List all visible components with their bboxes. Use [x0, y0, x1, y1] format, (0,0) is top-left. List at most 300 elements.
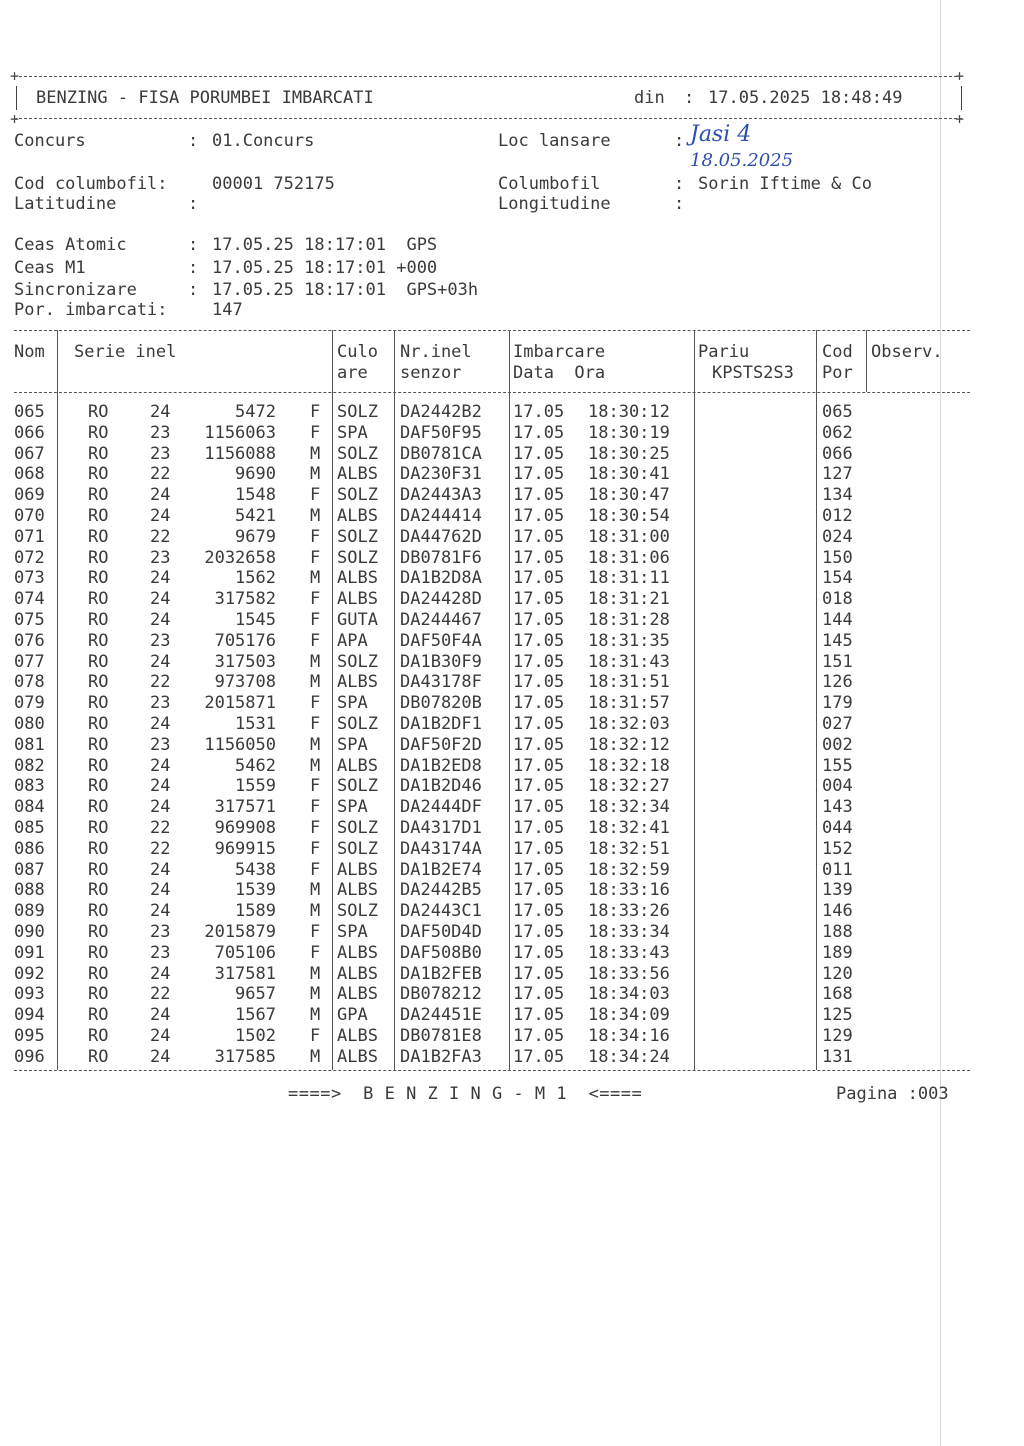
cell-nr-inel: 5438: [235, 859, 276, 880]
cell-cod-por: 066: [822, 443, 853, 464]
cell-nom: 078: [14, 672, 45, 693]
cell-data: 17.05: [513, 402, 565, 422]
cell-an: 22: [150, 464, 171, 485]
cell-tara: RO: [88, 859, 109, 880]
colon: :: [188, 194, 199, 214]
cell-tara: RO: [88, 755, 109, 776]
concurs-label: Concurs: [14, 131, 86, 151]
cell-tara: RO: [88, 880, 109, 901]
table-row: [14, 880, 970, 901]
cell-sex: F: [310, 526, 321, 547]
table-row: [14, 672, 970, 693]
cell-culoare: ALBS: [337, 984, 378, 1005]
cell-culoare: SOLZ: [337, 714, 378, 734]
cell-nom: 070: [14, 506, 45, 526]
col-header-nr-inel: Nr.inel: [400, 342, 472, 362]
cell-nom: 094: [14, 1005, 45, 1026]
col-header-por: Por: [822, 363, 853, 383]
loc-lansare-handwritten: Jasi 4: [690, 122, 752, 147]
cell-tara: RO: [88, 630, 109, 651]
cell-culoare: SOLZ: [337, 818, 378, 838]
cell-data: 17.05: [513, 1005, 565, 1026]
cell-culoare: ALBS: [337, 464, 378, 485]
cell-tara: RO: [88, 672, 109, 693]
cell-an: 24: [150, 755, 171, 776]
footer-brand: ====> B E N Z I N G - M 1 <====: [288, 1084, 643, 1104]
cell-nr-inel: 1562: [235, 568, 276, 589]
col-header-serie-inel: Serie inel: [74, 342, 177, 362]
cell-data: 17.05: [513, 714, 565, 734]
cell-nr-inel: 5462: [235, 755, 276, 776]
cell-an: 24: [150, 402, 171, 422]
cell-senzor: DB0781F6: [400, 547, 482, 568]
cell-culoare: ALBS: [337, 942, 378, 963]
table-row: [14, 943, 970, 964]
cell-tara: RO: [88, 443, 109, 464]
cell-nom: 087: [14, 859, 45, 880]
cell-tara: RO: [88, 838, 109, 859]
cell-sex: F: [310, 589, 321, 610]
cell-an: 24: [150, 901, 171, 922]
cell-ora: 18:34:16: [588, 1026, 670, 1046]
table-row: [14, 610, 970, 631]
cell-senzor: DB0781E8: [400, 1026, 482, 1046]
cell-tara: RO: [88, 1005, 109, 1026]
col-header-pariu-codes: KPSTS2S3: [712, 363, 794, 383]
cell-ora: 18:32:18: [588, 755, 670, 776]
table-row: [14, 1047, 970, 1068]
cell-data: 17.05: [513, 485, 565, 506]
sincronizare-label: Sincronizare: [14, 280, 137, 300]
cell-nom: 066: [14, 422, 45, 443]
cell-cod-por: 125: [822, 1005, 853, 1026]
table-row: [14, 693, 970, 714]
cell-nom: 088: [14, 880, 45, 901]
cell-an: 23: [150, 922, 171, 942]
cell-cod-por: 155: [822, 755, 853, 776]
cell-an: 24: [150, 1046, 171, 1067]
cell-an: 24: [150, 776, 171, 797]
cell-cod-por: 002: [822, 734, 853, 755]
cell-sex: M: [310, 1046, 321, 1067]
cell-sex: F: [310, 838, 321, 859]
cell-ora: 18:34:03: [588, 984, 670, 1005]
cell-an: 24: [150, 859, 171, 880]
cell-nom: 096: [14, 1046, 45, 1067]
cell-nr-inel: 2032658: [204, 547, 276, 568]
cell-nr-inel: 1156063: [204, 422, 276, 443]
cell-nom: 072: [14, 547, 45, 568]
cell-senzor: DA2443C1: [400, 901, 482, 922]
cell-nr-inel: 5472: [235, 402, 276, 422]
cell-culoare: ALBS: [337, 568, 378, 589]
cell-cod-por: 024: [822, 526, 853, 547]
col-header-culoare-2: are: [337, 363, 368, 383]
cell-sex: F: [310, 1026, 321, 1046]
cell-sex: F: [310, 422, 321, 443]
colon: :: [188, 235, 199, 255]
cell-data: 17.05: [513, 672, 565, 693]
cell-cod-por: 151: [822, 651, 853, 672]
cell-culoare: SPA: [337, 693, 368, 714]
cell-data: 17.05: [513, 838, 565, 859]
cell-nom: 085: [14, 818, 45, 838]
cell-culoare: ALBS: [337, 880, 378, 901]
report-datetime: 17.05.2025 18:48:49: [708, 88, 903, 108]
table-row: [14, 818, 970, 839]
table-row: [14, 735, 970, 756]
date-label: din: [634, 88, 665, 108]
cell-sex: F: [310, 797, 321, 818]
cell-ora: 18:31:35: [588, 630, 670, 651]
cell-nr-inel: 1567: [235, 1005, 276, 1026]
cell-ora: 18:31:06: [588, 547, 670, 568]
cell-nom: 093: [14, 984, 45, 1005]
table-row: [14, 464, 970, 485]
cell-cod-por: 004: [822, 776, 853, 797]
cell-nom: 073: [14, 568, 45, 589]
cell-sex: F: [310, 402, 321, 422]
table-row: [14, 964, 970, 985]
cell-cod-por: 179: [822, 693, 853, 714]
cell-sex: M: [310, 901, 321, 922]
cell-senzor: DAF50F95: [400, 422, 482, 443]
table-top-rule: [14, 330, 970, 331]
cell-data: 17.05: [513, 776, 565, 797]
cell-an: 22: [150, 984, 171, 1005]
table-header-rule: [14, 392, 970, 393]
cell-cod-por: 139: [822, 880, 853, 901]
cell-tara: RO: [88, 963, 109, 984]
cell-senzor: DA230F31: [400, 464, 482, 485]
cell-tara: RO: [88, 610, 109, 630]
cell-ora: 18:33:43: [588, 942, 670, 963]
cell-sex: M: [310, 506, 321, 526]
cell-nom: 076: [14, 630, 45, 651]
cell-data: 17.05: [513, 547, 565, 568]
cell-cod-por: 146: [822, 901, 853, 922]
cell-an: 23: [150, 942, 171, 963]
cell-nr-inel: 969915: [214, 838, 276, 859]
cell-sex: F: [310, 693, 321, 714]
cell-tara: RO: [88, 922, 109, 942]
col-header-pariu: Pariu: [698, 342, 750, 362]
cell-sex: M: [310, 568, 321, 589]
cell-ora: 18:33:56: [588, 963, 670, 984]
cell-an: 23: [150, 443, 171, 464]
cell-tara: RO: [88, 1046, 109, 1067]
cell-nr-inel: 1502: [235, 1026, 276, 1046]
cell-nr-inel: 317582: [214, 589, 276, 610]
cell-nom: 077: [14, 651, 45, 672]
col-divider: [866, 330, 867, 392]
cell-ora: 18:30:47: [588, 485, 670, 506]
cell-tara: RO: [88, 693, 109, 714]
cell-nr-inel: 9679: [235, 526, 276, 547]
columbofil-value: Sorin Iftime & Co: [698, 174, 872, 194]
cell-an: 24: [150, 714, 171, 734]
cell-culoare: APA: [337, 630, 368, 651]
cell-nom: 069: [14, 485, 45, 506]
cell-data: 17.05: [513, 1026, 565, 1046]
cell-nr-inel: 1559: [235, 776, 276, 797]
col-header-cod: Cod: [822, 342, 853, 362]
cell-tara: RO: [88, 776, 109, 797]
cell-culoare: ALBS: [337, 1026, 378, 1046]
cell-sex: F: [310, 922, 321, 942]
cell-nom: 079: [14, 693, 45, 714]
cell-tara: RO: [88, 1026, 109, 1046]
cell-sex: M: [310, 1005, 321, 1026]
colon: :: [188, 280, 199, 300]
colon: :: [188, 258, 199, 278]
cell-senzor: DAF50F4A: [400, 630, 482, 651]
cell-senzor: DAF508B0: [400, 942, 482, 963]
cell-culoare: SPA: [337, 422, 368, 443]
cell-culoare: ALBS: [337, 859, 378, 880]
cell-an: 24: [150, 1005, 171, 1026]
table-row: [14, 402, 970, 423]
cell-nr-inel: 1539: [235, 880, 276, 901]
cell-nr-inel: 9690: [235, 464, 276, 485]
cell-data: 17.05: [513, 797, 565, 818]
cell-data: 17.05: [513, 589, 565, 610]
cell-sex: M: [310, 880, 321, 901]
frame-right-side: [961, 86, 962, 110]
cell-data: 17.05: [513, 818, 565, 838]
table-row: [14, 756, 970, 777]
cell-nom: 075: [14, 610, 45, 630]
cell-data: 17.05: [513, 942, 565, 963]
cell-culoare: ALBS: [337, 506, 378, 526]
cell-nr-inel: 5421: [235, 506, 276, 526]
cell-tara: RO: [88, 402, 109, 422]
col-header-nom: Nom: [14, 342, 45, 362]
cell-ora: 18:32:59: [588, 859, 670, 880]
cell-senzor: DA24428D: [400, 589, 482, 610]
cell-senzor: DA2442B2: [400, 402, 482, 422]
table-row: [14, 506, 970, 527]
cell-senzor: DA244414: [400, 506, 482, 526]
cell-data: 17.05: [513, 651, 565, 672]
cell-ora: 18:34:24: [588, 1046, 670, 1067]
cell-sex: M: [310, 464, 321, 485]
cell-sex: M: [310, 443, 321, 464]
cell-senzor: DA1B30F9: [400, 651, 482, 672]
cell-tara: RO: [88, 901, 109, 922]
colon: :: [674, 194, 685, 214]
cell-data: 17.05: [513, 859, 565, 880]
cell-culoare: SOLZ: [337, 402, 378, 422]
col-header-observ: Observ.: [871, 342, 943, 362]
cell-an: 23: [150, 734, 171, 755]
loc-lansare-label: Loc lansare: [498, 131, 611, 151]
table-row: [14, 984, 970, 1005]
cell-tara: RO: [88, 485, 109, 506]
frame-top-rule: [14, 76, 962, 77]
table-row: [14, 776, 970, 797]
cell-tara: RO: [88, 734, 109, 755]
table-row: [14, 1026, 970, 1047]
cell-culoare: ALBS: [337, 755, 378, 776]
cell-ora: 18:32:12: [588, 734, 670, 755]
cell-sex: F: [310, 630, 321, 651]
cell-cod-por: 145: [822, 630, 853, 651]
cell-sex: F: [310, 485, 321, 506]
cell-tara: RO: [88, 818, 109, 838]
cell-nr-inel: 705106: [214, 942, 276, 963]
cell-data: 17.05: [513, 610, 565, 630]
cell-nr-inel: 317503: [214, 651, 276, 672]
cell-cod-por: 154: [822, 568, 853, 589]
col-header-data-ora: Data Ora: [513, 363, 606, 383]
cell-culoare: SOLZ: [337, 901, 378, 922]
cell-nr-inel: 1156088: [204, 443, 276, 464]
cell-tara: RO: [88, 526, 109, 547]
frame-bottom-rule: [14, 118, 962, 119]
cell-an: 24: [150, 880, 171, 901]
cell-nr-inel: 2015879: [204, 922, 276, 942]
frame-corner: +: [955, 110, 965, 128]
frame-corner: +: [955, 67, 965, 85]
cell-sex: F: [310, 776, 321, 797]
cell-cod-por: 127: [822, 464, 853, 485]
cell-senzor: DAF50D4D: [400, 922, 482, 942]
cell-ora: 18:31:43: [588, 651, 670, 672]
table-bottom-rule: [14, 1070, 970, 1071]
cell-culoare: SOLZ: [337, 651, 378, 672]
cell-culoare: ALBS: [337, 963, 378, 984]
table-row: [14, 444, 970, 465]
cell-ora: 18:33:34: [588, 922, 670, 942]
cell-sex: F: [310, 859, 321, 880]
cell-nr-inel: 969908: [214, 818, 276, 838]
sincronizare-value: 17.05.25 18:17:01 GPS+03h: [212, 280, 479, 300]
cell-sex: F: [310, 547, 321, 568]
cell-nr-inel: 317581: [214, 963, 276, 984]
cell-data: 17.05: [513, 693, 565, 714]
cell-senzor: DB07820B: [400, 693, 482, 714]
cell-cod-por: 120: [822, 963, 853, 984]
cell-nr-inel: 1156050: [204, 734, 276, 755]
loc-lansare-handwritten-date: 18.05.2025: [690, 150, 794, 171]
cell-ora: 18:33:26: [588, 901, 670, 922]
cell-ora: 18:31:51: [588, 672, 670, 693]
cell-an: 23: [150, 630, 171, 651]
date-separator: :: [684, 88, 695, 108]
cell-culoare: SOLZ: [337, 485, 378, 506]
cell-senzor: DA2444DF: [400, 797, 482, 818]
cell-nom: 091: [14, 942, 45, 963]
cell-sex: F: [310, 714, 321, 734]
frame-corner: +: [10, 67, 20, 85]
cell-data: 17.05: [513, 443, 565, 464]
cell-ora: 18:32:27: [588, 776, 670, 797]
table-row: [14, 548, 970, 569]
cell-sex: M: [310, 651, 321, 672]
cell-nr-inel: 1545: [235, 610, 276, 630]
cell-senzor: DA244467: [400, 610, 482, 630]
ceas-m1-label: Ceas M1: [14, 258, 86, 278]
cell-tara: RO: [88, 589, 109, 610]
table-row: [14, 901, 970, 922]
cell-cod-por: 150: [822, 547, 853, 568]
cell-cod-por: 018: [822, 589, 853, 610]
columbofil-label: Columbofil: [498, 174, 601, 194]
cell-culoare: SOLZ: [337, 526, 378, 547]
cell-nom: 067: [14, 443, 45, 464]
cell-data: 17.05: [513, 734, 565, 755]
cell-cod-por: 188: [822, 922, 853, 942]
cell-ora: 18:31:11: [588, 568, 670, 589]
cell-tara: RO: [88, 547, 109, 568]
cod-columbofil-label: Cod columbofil:: [14, 174, 168, 194]
cell-an: 23: [150, 547, 171, 568]
concurs-value: 01.Concurs: [212, 131, 315, 151]
cell-senzor: DA2443A3: [400, 485, 482, 506]
cell-senzor: DA1B2D46: [400, 776, 482, 797]
cell-senzor: DA1B2FEB: [400, 963, 482, 984]
cell-an: 24: [150, 610, 171, 630]
cell-ora: 18:34:09: [588, 1005, 670, 1026]
cell-nr-inel: 2015871: [204, 693, 276, 714]
cell-nom: 095: [14, 1026, 45, 1046]
cell-cod-por: 152: [822, 838, 853, 859]
por-imbarcati-label-text: Por. imbarcati: [14, 300, 158, 320]
cell-ora: 18:31:21: [588, 589, 670, 610]
report-title: BENZING - FISA PORUMBEI IMBARCATI: [36, 88, 374, 108]
cell-senzor: DA1B2E74: [400, 859, 482, 880]
cell-senzor: DA1B2ED8: [400, 755, 482, 776]
cell-ora: 18:32:34: [588, 797, 670, 818]
colon: :: [674, 174, 685, 194]
cell-an: 24: [150, 963, 171, 984]
cell-an: 22: [150, 672, 171, 693]
cell-data: 17.05: [513, 464, 565, 485]
latitudine-label: Latitudine: [14, 194, 117, 214]
cell-culoare: GUTA: [337, 610, 378, 630]
cell-data: 17.05: [513, 1046, 565, 1067]
cell-nom: 089: [14, 901, 45, 922]
cell-cod-por: 129: [822, 1026, 853, 1046]
frame-left-side: [16, 86, 17, 110]
cell-nr-inel: 317585: [214, 1046, 276, 1067]
cell-tara: RO: [88, 464, 109, 485]
cell-senzor: DA43178F: [400, 672, 482, 693]
cell-senzor: DA4317D1: [400, 818, 482, 838]
cell-senzor: DB0781CA: [400, 443, 482, 464]
cell-nom: 081: [14, 734, 45, 755]
table-row: [14, 839, 970, 860]
cell-cod-por: 168: [822, 984, 853, 1005]
cell-cod-por: 189: [822, 942, 853, 963]
ceas-atomic-value: 17.05.25 18:17:01 GPS: [212, 235, 438, 255]
cell-nom: 080: [14, 714, 45, 734]
cell-senzor: DAF50F2D: [400, 734, 482, 755]
table-row: [14, 922, 970, 943]
col-header-imbarcare: Imbarcare: [513, 342, 606, 362]
cod-columbofil-value: 00001 752175: [212, 174, 335, 194]
cell-an: 24: [150, 485, 171, 506]
cell-nom: 065: [14, 402, 45, 422]
cell-tara: RO: [88, 942, 109, 963]
frame-corner: +: [10, 110, 20, 128]
cell-senzor: DA24451E: [400, 1005, 482, 1026]
cell-nom: 071: [14, 526, 45, 547]
cell-ora: 18:30:54: [588, 506, 670, 526]
col-header-senzor: senzor: [400, 363, 462, 383]
cell-nom: 084: [14, 797, 45, 818]
